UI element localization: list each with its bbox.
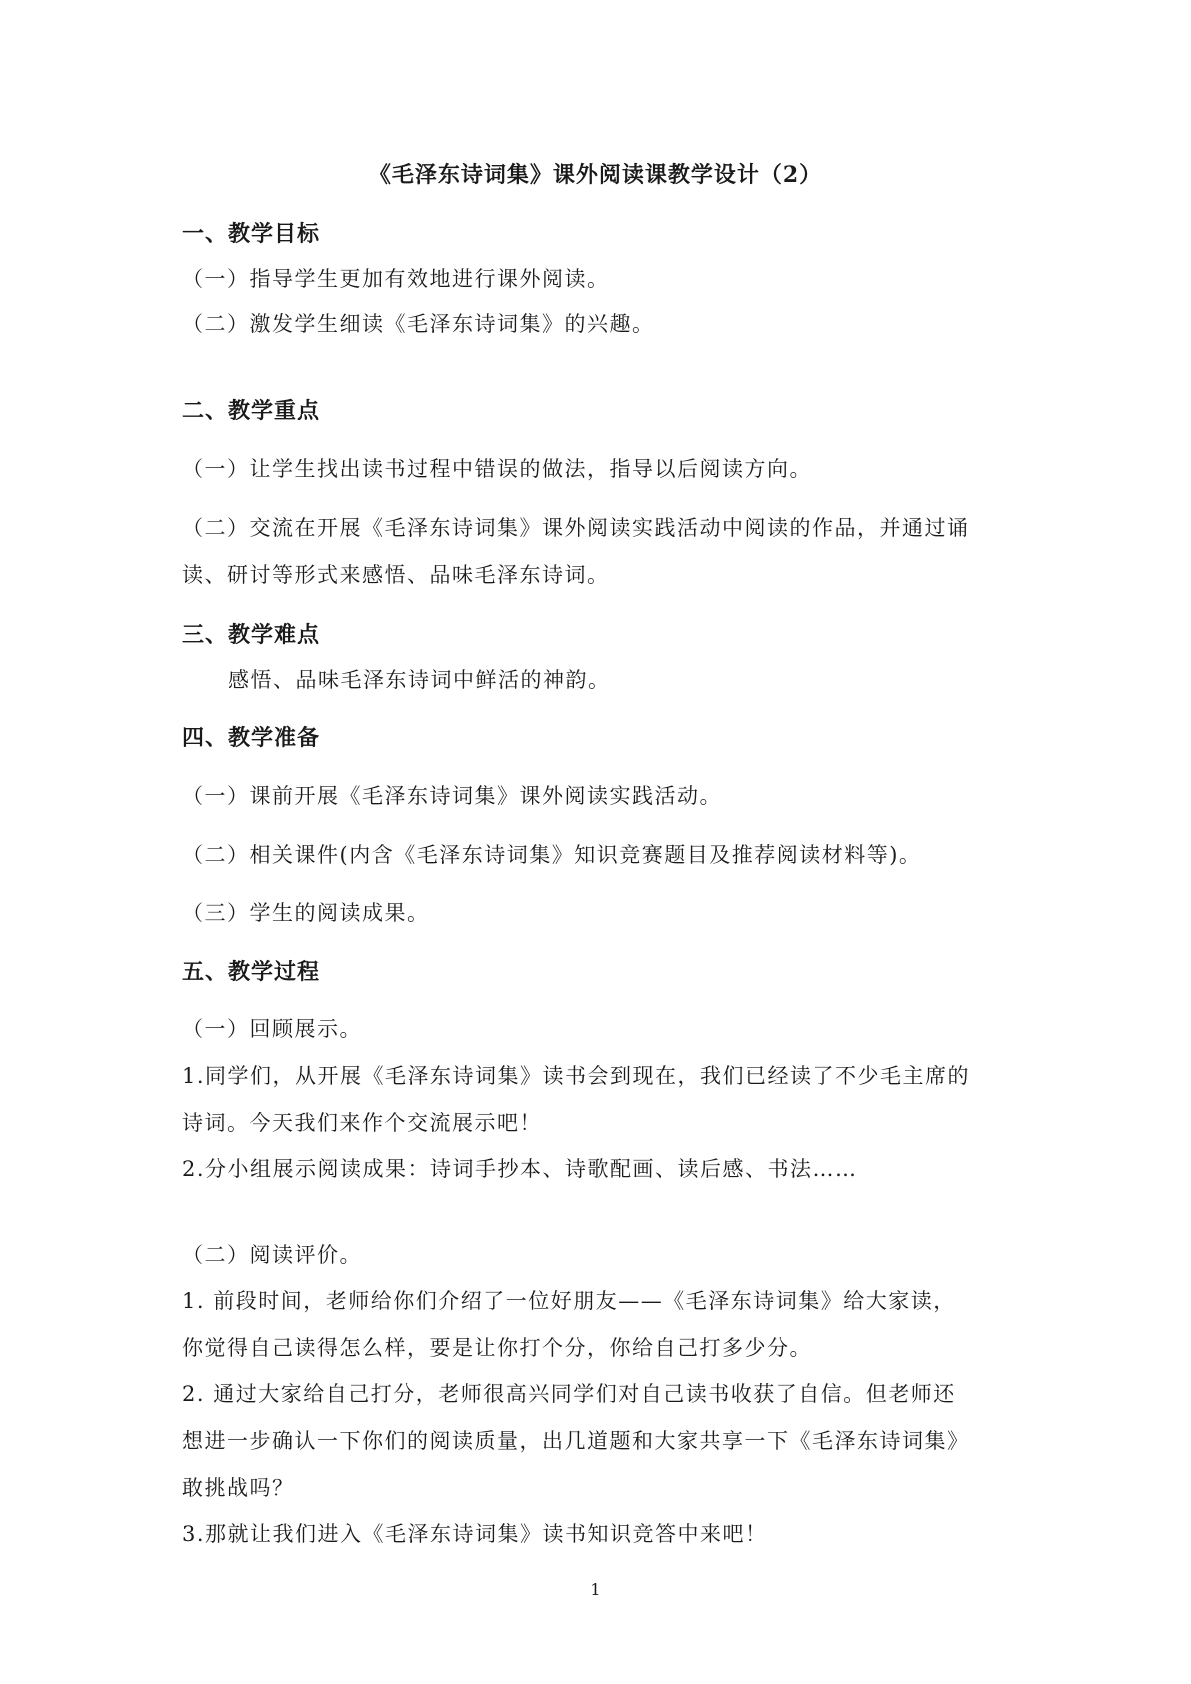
goals-line-1: （一）指导学生更加有效地进行课外阅读。 — [182, 267, 610, 291]
process-line-9: 想进一步确认一下你们的阅读质量，出几道题和大家共享一下《毛泽东诗词集》 — [182, 1429, 970, 1453]
process-line-1: （一）回顾展示。 — [182, 1017, 362, 1041]
section-heading-preparation: 四、教学准备 — [182, 725, 321, 751]
section-heading-focus: 二、教学重点 — [182, 398, 321, 424]
section-heading-process: 五、教学过程 — [182, 959, 321, 985]
process-line-5: （二）阅读评价。 — [182, 1243, 362, 1267]
process-line-7: 你觉得自己读得怎么样，要是让你打个分，你给自己打多少分。 — [182, 1336, 812, 1360]
process-line-10: 敢挑战吗？ — [182, 1476, 295, 1500]
process-line-8: 2. 通过大家给自己打分，老师很高兴同学们对自己读书收获了自信。但老师还 — [182, 1382, 956, 1406]
process-line-11: 3.那就让我们进入《毛泽东诗词集》读书知识竞答中来吧！ — [182, 1522, 768, 1546]
process-line-6: 1. 前段时间，老师给你们介绍了一位好朋友——《毛泽东诗词集》给大家读， — [182, 1289, 956, 1313]
section-heading-goals: 一、教学目标 — [182, 221, 321, 247]
section-heading-difficulty: 三、教学难点 — [182, 622, 321, 648]
preparation-line-3: （三）学生的阅读成果。 — [182, 901, 430, 925]
focus-line-3: 读、研讨等形式来感悟、品味毛泽东诗词。 — [182, 563, 610, 587]
document-title: 《毛泽东诗词集》课外阅读课教学设计（2） — [368, 162, 823, 188]
difficulty-line-1: 感悟、品味毛泽东诗词中鲜活的神韵。 — [228, 668, 611, 692]
preparation-line-1: （一）课前开展《毛泽东诗词集》课外阅读实践活动。 — [182, 784, 722, 808]
focus-line-1: （一）让学生找出读书过程中错误的做法，指导以后阅读方向。 — [182, 457, 812, 481]
goals-line-2: （二）激发学生细读《毛泽东诗词集》的兴趣。 — [182, 312, 655, 336]
process-line-2: 1.同学们，从开展《毛泽东诗词集》读书会到现在，我们已经读了不少毛主席的 — [182, 1064, 971, 1088]
preparation-line-2: （二）相关课件(内含《毛泽东诗词集》知识竞赛题目及推荐阅读材料等)。 — [182, 843, 922, 867]
process-line-4: 2.分小组展示阅读成果：诗词手抄本、诗歌配画、读后感、书法…… — [182, 1157, 858, 1181]
page-number: 1 — [590, 1580, 601, 1599]
focus-line-2: （二）交流在开展《毛泽东诗词集》课外阅读实践活动中阅读的作品，并通过诵 — [182, 516, 970, 540]
process-line-3: 诗词。今天我们来作个交流展示吧！ — [182, 1111, 542, 1135]
